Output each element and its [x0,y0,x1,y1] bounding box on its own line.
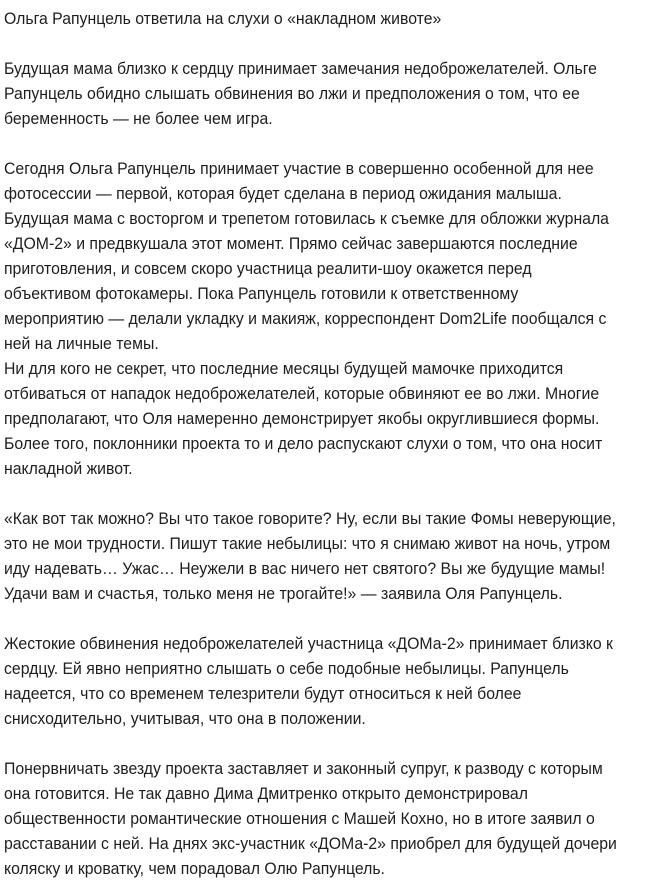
paragraph-line: расставании с ней. На днях экс-участник «ДОМа-2» приобрел для будущей дочери [4,834,617,853]
paragraph [4,756,670,881]
paragraph-line: Будущая мама с восторгом и трепетом готовилась к съемке для обложки журнала [4,209,609,228]
paragraph-line: сердцу. Ей явно неприятно слышать о себе подобные небылицы. Рапунцель [4,659,569,678]
paragraph-line: «ДОМ-2» и предвкушала этот момент. Прямо сейчас завершаются последние [4,234,578,253]
paragraph-spacer [4,731,670,756]
paragraph-line: Рапунцель обидно слышать обвинения во лжи и предположения о том, что ее [4,84,580,103]
paragraph-line: объективом фотокамеры. Пока Рапунцель готовили к ответственному [4,284,519,303]
paragraph-line: она готовится. Не так давно Дима Дмитренко открыто демонстрировал [4,784,528,803]
article-title: Ольга Рапунцель ответила на слухи о «накладном животе» [4,9,442,28]
paragraph-line: Удачи вам и счастья, только меня не трогайте!» — заявила Оля Рапунцель. [4,584,563,603]
paragraph-line: накладной живот. [4,459,133,478]
paragraph-line: иду надевать… Ужас… Неужели в вас ничего нет святого? Вы же будущие мамы! [4,559,606,578]
paragraph-line: общественности романтические отношения с Машей Кохно, но в итоге заявил о [4,809,595,828]
paragraph [4,156,670,481]
paragraph [4,56,670,131]
paragraph-line: приготовления, и совсем скоро участница реалити-шоу окажется перед [4,259,532,278]
paragraph [4,631,670,731]
paragraph-line: надеется, что со временем телезрители будут относиться к ней более [4,684,522,703]
article-body [4,31,670,881]
paragraph-line: предполагают, что Оля намеренно демонстрирует якобы округлившиеся формы. [4,409,600,428]
paragraph-line: отбиваться от нападок недоброжелателей, которые обвиняют ее во лжи. Многие [4,384,600,403]
paragraph-spacer [4,31,670,56]
paragraph-line: Жестокие обвинения недоброжелателей участница «ДОМа-2» принимает близко к [4,634,613,653]
paragraph-line: Будущая мама близко к сердцу принимает замечания недоброжелателей. Ольге [4,59,597,78]
paragraph-line: «Как вот так можно? Вы что такое говорите? Ну, если вы такие Фомы неверующие, [4,509,616,528]
paragraph-line: Более того, поклонники проекта то и дело распускают слухи о том, что она носит [4,434,603,453]
paragraph-line: ней на личные темы. [4,334,159,353]
paragraph-line: Понервничать звезду проекта заставляет и законный супруг, к разводу с которым [4,759,603,778]
paragraph-line: это не мои трудности. Пишут такие небылицы: что я снимаю живот на ночь, утром [4,534,611,553]
paragraph-line: беременность — не более чем игра. [4,109,273,128]
paragraph-line: Ни для кого не секрет, что последние месяцы будущей мамочке приходится [4,359,564,378]
paragraph-line: Сегодня Ольга Рапунцель принимает участие в совершенно особенной для нее [4,159,594,178]
paragraph [4,506,670,606]
paragraph-line: мероприятию — делали укладку и макияж, корреспондент Dom2Life пообщался с [4,309,607,328]
paragraph-spacer [4,131,670,156]
paragraph-spacer [4,481,670,506]
paragraph-spacer [4,606,670,631]
paragraph-line: коляску и кроватку, чем порадовал Олю Рапунцель. [4,859,385,878]
paragraph-line: снисходительно, учитывая, что она в положении. [4,709,366,728]
paragraph-line: фотосессии — первой, которая будет сделана в период ожидания малыша. [4,184,562,203]
